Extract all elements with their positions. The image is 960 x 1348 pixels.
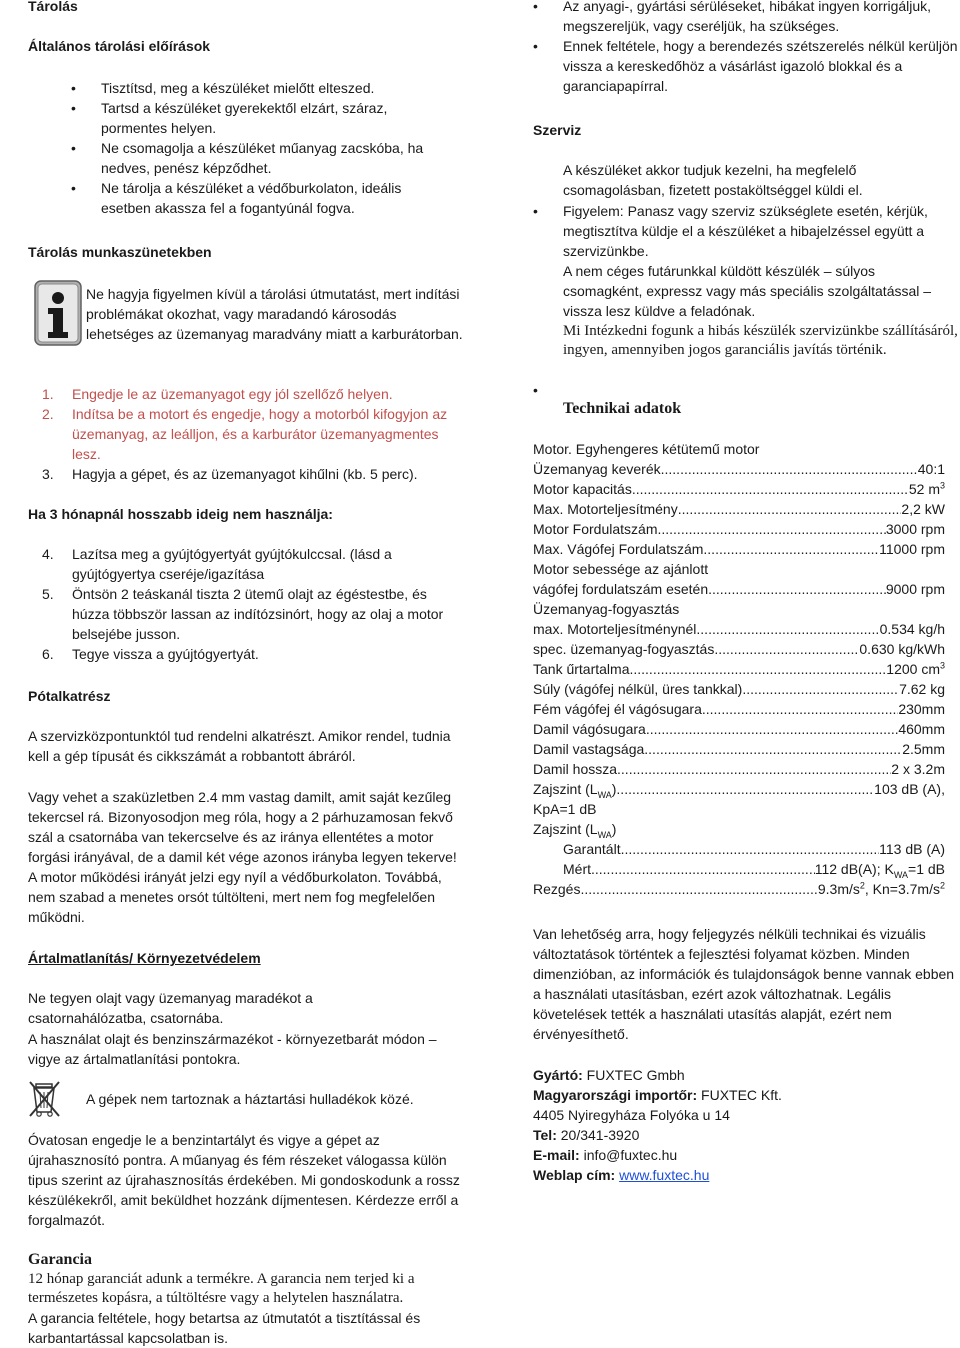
tech-note: Van lehetőség arra, hogy feljegyzés nélküli technikai és vizuális változtatások történtek a fejlesztési folyamat közben. Minden dimenzióban, az információk és tulajdonságok benne vannak ebben a használati utasításban, ezért azok változhatnak. Legális követelések tették a használati utasítás alapját, ezért nem érvényesíthető. bbox=[533, 926, 955, 1042]
step-text: Engedje le az üzemanyagot egy jól szellőző helyen. bbox=[72, 386, 393, 402]
long-storage-heading: Ha 3 hónapnál hosszabb ideig nem használja: bbox=[28, 506, 333, 522]
spec-value: 9000 rpm bbox=[885, 581, 945, 597]
spec-value: 52 m bbox=[908, 481, 940, 497]
tech-data-heading: Technikai adatok bbox=[563, 400, 682, 417]
list-item bbox=[563, 380, 567, 400]
spec-label: Max. Vágófej Fordulatszám bbox=[533, 541, 704, 557]
spec-label: vágófej fordulatszám esetén bbox=[533, 581, 709, 597]
list-item: • Az anyagi-, gyártási sérüléseket, hibákat ingyen korrigáljuk, megszereljük, vagy cseréljük, ha szükséges. bbox=[563, 0, 960, 36]
step-text: Hagyja a gépet, és az üzemanyagot kihűlni (kb. 5 perc). bbox=[72, 466, 418, 482]
spec-label: Rezgés bbox=[533, 881, 581, 897]
spec-value: 1200 cm bbox=[886, 661, 940, 677]
step-text: Tegye vissza a gyújtógyertyát. bbox=[72, 646, 259, 662]
website-link[interactable]: www.fuxtec.hu bbox=[619, 1167, 710, 1183]
spec-row bbox=[533, 759, 945, 779]
spec-row bbox=[533, 639, 945, 659]
spec-sub: WA bbox=[597, 829, 612, 840]
spec-value: 0.630 kg/kWh bbox=[859, 641, 945, 657]
list-item: • Tartsd a készüléket gyerekektől elzárt, száraz, pormentes helyen. bbox=[101, 98, 441, 138]
warranty-p2: A garancia feltétele, hogy betartsa az útmutatót a tisztítással és karbantartással kapcsolatban is. bbox=[28, 1310, 421, 1346]
spec-sup: 2 bbox=[939, 880, 945, 891]
spec-row bbox=[533, 539, 945, 559]
spare-parts-p2: Vagy vehet a szaküzletben 2.4 mm vastag damilt, amit saját kezűleg tekercsel rá. Bizonyosodjon meg róla, hogy a 2 párhuzamosan fekvő szál a csatornába van tekercselve és az iránya ellentétes a motor forgási irányával, de a damil két vége azonos irányba legyen tekerve! A motor működési irányát jelzi egy nyíl a védőburkolaton. Továbbá, nem szabad a menetes orsót túltölteni, mert nem fog megfelelően működni. bbox=[28, 789, 457, 925]
step-text: Lazítsa meg a gyújtógyertyát gyújtókulccsal. (lásd a gyújtógyertya cseréje/igazítása bbox=[72, 546, 392, 582]
maker-value: FUXTEC Gmbh bbox=[582, 1067, 685, 1083]
idle-storage-heading: Tárolás munkaszünetekben bbox=[28, 244, 212, 260]
spec-label: Damil vágósugara bbox=[533, 721, 646, 737]
noise-k: KpA=1 dB bbox=[533, 801, 597, 817]
motor-type: Motor. Egyhengeres kétütemű motor bbox=[533, 441, 760, 457]
web-line bbox=[533, 1165, 960, 1185]
spec-label: Max. Motorteljesítmény bbox=[533, 501, 678, 517]
steps-list-a bbox=[28, 384, 468, 484]
tel-label: Tel: bbox=[533, 1127, 557, 1143]
spec-row bbox=[533, 859, 945, 879]
service-heading: Szerviz bbox=[533, 122, 582, 138]
email-line bbox=[533, 1145, 960, 1165]
info-text: Ne hagyja figyelmen kívül a tárolási útmutatást, mert indítási problémákat okozhat, vagy maradandó károsodás lehetséges az üzemanyag maradvány miatt a karburátorban. bbox=[86, 286, 463, 342]
environment-p1a: Ne tegyen olajt vagy üzemanyag maradékot a csatornahálózatba, csatornába. bbox=[28, 990, 313, 1026]
spec-label: Fém vágófej él vágósugara bbox=[533, 701, 702, 717]
tel-line bbox=[533, 1125, 960, 1145]
list-item bbox=[28, 404, 468, 464]
clutch-line: Motor sebessége az ajánlott bbox=[533, 561, 709, 577]
list-item: • Tisztítsd, meg a készüléket mielőtt elteszed. bbox=[101, 78, 441, 98]
spec-value: 11000 rpm bbox=[879, 541, 945, 557]
general-storage-heading: Általános tárolási előírások bbox=[28, 38, 211, 54]
spec-value: 230mm bbox=[898, 701, 945, 717]
step-number: 3. bbox=[42, 466, 54, 482]
service-p4: Mi Intézkedni fogunk a hibás készülék szervizünkbe szállításáról, ingyen, amennyiben jogos garanciális javítás történik. bbox=[563, 323, 958, 358]
service-list bbox=[563, 201, 960, 261]
spec-row bbox=[533, 879, 945, 899]
service-p1: A készüléket akkor tudjuk kezelni, ha megfelelő csomagolásban, fizetett postaköltséggel küldi el. bbox=[563, 162, 863, 198]
maker-label: Gyártó: bbox=[533, 1067, 583, 1083]
maker-line bbox=[533, 1065, 960, 1085]
list-item bbox=[28, 644, 468, 664]
spare-parts-p1: A szervizközpontunktól tud rendelni alkatrészt. Amikor rendel, tudnia kell a gép típusát és cikkszámát a robbantott ábráról. bbox=[28, 728, 451, 764]
spare-parts-heading: Pótalkatrész bbox=[28, 688, 111, 704]
spec-row bbox=[533, 459, 945, 479]
spec-value: 2 x 3.2m bbox=[891, 761, 945, 777]
importer-value: FUXTEC Kft. bbox=[697, 1087, 782, 1103]
general-storage-list bbox=[101, 78, 441, 218]
email-value: info@fuxtec.hu bbox=[579, 1147, 678, 1163]
spec-row: Zajszint $(L_{WA})$ ..... 103 dB (A), bbox=[533, 779, 945, 799]
spec-label: Zajszint (L bbox=[533, 781, 598, 797]
spec-label: Súly (vágófej nélkül, üres tankkal) bbox=[533, 681, 743, 697]
environment-p1b: A használat olajt és benzinszármazékot - környezetbarát módon – vigye az ártalmatlanítási pontokra. bbox=[28, 1031, 437, 1067]
spec-label: Tank űrtartalma bbox=[533, 661, 630, 677]
importer-label: Magyarországi importőr: bbox=[533, 1087, 698, 1103]
spec-value: 460mm bbox=[898, 721, 945, 737]
spec-row bbox=[533, 839, 945, 859]
spec-tail: =1 dB bbox=[908, 861, 945, 877]
list-item: • Ennek feltétele, hogy a berendezés szétszerelés nélkül kerüljön vissza a kereskedőhöz a vásárlást igazoló blokkal és a garanciapapírral. bbox=[563, 36, 960, 96]
contact-block bbox=[533, 1065, 960, 1185]
spec-row bbox=[533, 699, 945, 719]
spec-row bbox=[533, 519, 945, 539]
environment-p2: Óvatosan engedje le a benzintartályt és vigye a gépet az újrahasznosító pontra. A műanyag és fém részeket válogassa külön tipus szerint az újrahasznosítás érdekében. Mi gondoskodunk a rossz készülékekről, amit beküldhet hozzánk díjmentesen. Kérdezze erről a forgalmazót. bbox=[28, 1132, 460, 1228]
spec-row bbox=[533, 679, 945, 699]
spec-value: 112 dB(A); K bbox=[814, 861, 894, 877]
spec-sub: WA bbox=[893, 869, 909, 880]
list-item bbox=[28, 584, 468, 644]
list-item: • Ne tárolja a készüléket a védőburkolaton, ideális esetben akassza fel a fogantyúnál fogva. bbox=[101, 178, 441, 218]
spec-label: spec. üzemanyag-fogyasztás bbox=[533, 641, 715, 657]
spec-label: Motor Fordulatszám bbox=[533, 521, 658, 537]
list-item: • Figyelem: Panasz vagy szerviz szükséglete esetén, kérjük, megtisztítva küldje el a készüléket a hibajelzéssel együtt a szervizünkbe. bbox=[563, 201, 960, 261]
step-text: Indítsa be a motort és engedje, hogy a motorból kifogyjon az üzemanyag, az leálljon, és a karburátor üzemanyagmentes lesz. bbox=[72, 406, 448, 462]
spec-label: max. Motorteljesítménynél bbox=[533, 621, 697, 637]
crossed-bin-icon bbox=[28, 1080, 62, 1118]
spec-label: Mért bbox=[563, 861, 591, 877]
list-item: • Ne csomagolja a készüléket műanyag zacskóba, ha nedves, penész képződhet. bbox=[101, 138, 441, 178]
spec-label: Üzemanyag keverék bbox=[533, 461, 661, 477]
warranty-heading: Garancia bbox=[28, 1251, 92, 1268]
spec-sup: 3 bbox=[939, 480, 945, 491]
warranty-p1: 12 hónap garanciát adunk a termékre. A garancia nem terjed ki a természetes kopásra, a túltöltésre vagy a helytelen használatra. bbox=[28, 1271, 415, 1306]
spec-value: 7.62 kg bbox=[899, 681, 945, 697]
step-number: 5. bbox=[42, 586, 54, 602]
spec-tail: , Kn=3.7m/s bbox=[864, 881, 940, 897]
spec-row bbox=[533, 579, 945, 599]
spec-value: 103 dB (A), bbox=[874, 781, 945, 797]
spec-sub: WA bbox=[597, 789, 612, 800]
step-text: Öntsön 2 teáskanál tiszta 2 ütemű olajt az égéstestbe, és húzza többször lassan az indítózsinórt, hogy az olaj a motor belsejébe jusson. bbox=[72, 586, 444, 642]
spec-sup: 2 bbox=[859, 880, 865, 891]
spec-label: Zajszint (L bbox=[533, 821, 598, 837]
step-number: 1. bbox=[42, 386, 54, 402]
spec-label: Damil vastagsága bbox=[533, 741, 645, 757]
warranty-list bbox=[563, 0, 960, 96]
spec-label: Damil hossza bbox=[533, 761, 618, 777]
list-item bbox=[28, 464, 468, 484]
bin-text: A gépek nem tartoznak a háztartási hulladékok közé. bbox=[86, 1091, 414, 1107]
importer-line bbox=[533, 1085, 960, 1105]
spec-value: 9.3m/s bbox=[817, 881, 860, 897]
spec-row bbox=[533, 479, 945, 499]
spec-row bbox=[533, 619, 945, 639]
spec-label: Motor kapacitás bbox=[533, 481, 632, 497]
spec-row bbox=[533, 719, 945, 739]
steps-list-b bbox=[28, 544, 468, 664]
list-item bbox=[28, 384, 468, 404]
step-number: 4. bbox=[42, 546, 54, 562]
fuel-heading: Üzemanyag-fogyasztás bbox=[533, 601, 680, 617]
list-item bbox=[28, 544, 468, 584]
spec-row bbox=[533, 499, 945, 519]
spec-row bbox=[533, 659, 945, 679]
spec-value: 3000 rpm bbox=[885, 521, 945, 537]
spec-value: 2.5mm bbox=[902, 741, 945, 757]
spec-sup: 3 bbox=[939, 660, 945, 671]
step-number: 6. bbox=[42, 646, 54, 662]
spec-label: Garantált bbox=[563, 841, 621, 857]
specs-table bbox=[533, 439, 945, 899]
address: 4405 Nyiregyháza Folyóka u 14 bbox=[533, 1107, 730, 1123]
email-label: E-mail: bbox=[533, 1147, 580, 1163]
environment-heading: Ártalmatlanítás/ Környezetvédelem bbox=[28, 950, 261, 966]
service-p3: A nem céges futárunkkal küldött készülék – súlyos csomagként, expressz vagy más speciális szolgáltatással – vissza lesz küldve a feladónak. bbox=[563, 263, 932, 319]
spec-value: 40:1 bbox=[917, 461, 945, 477]
empty-bullet bbox=[563, 380, 567, 400]
info-icon bbox=[34, 280, 84, 346]
tel-value: 20/341-3920 bbox=[556, 1127, 640, 1143]
step-number: 2. bbox=[42, 406, 54, 422]
spec-value: 2,2 kW bbox=[901, 501, 945, 517]
spec-value: 113 dB (A) bbox=[879, 841, 945, 857]
web-label: Weblap cím: bbox=[533, 1167, 616, 1183]
noise2-label: Zajszint $(L_{WA})$ bbox=[533, 821, 617, 840]
spec-row bbox=[533, 739, 945, 759]
spec-value: 0.534 kg/h bbox=[879, 621, 945, 637]
storage-title: Tárolás bbox=[28, 0, 78, 14]
